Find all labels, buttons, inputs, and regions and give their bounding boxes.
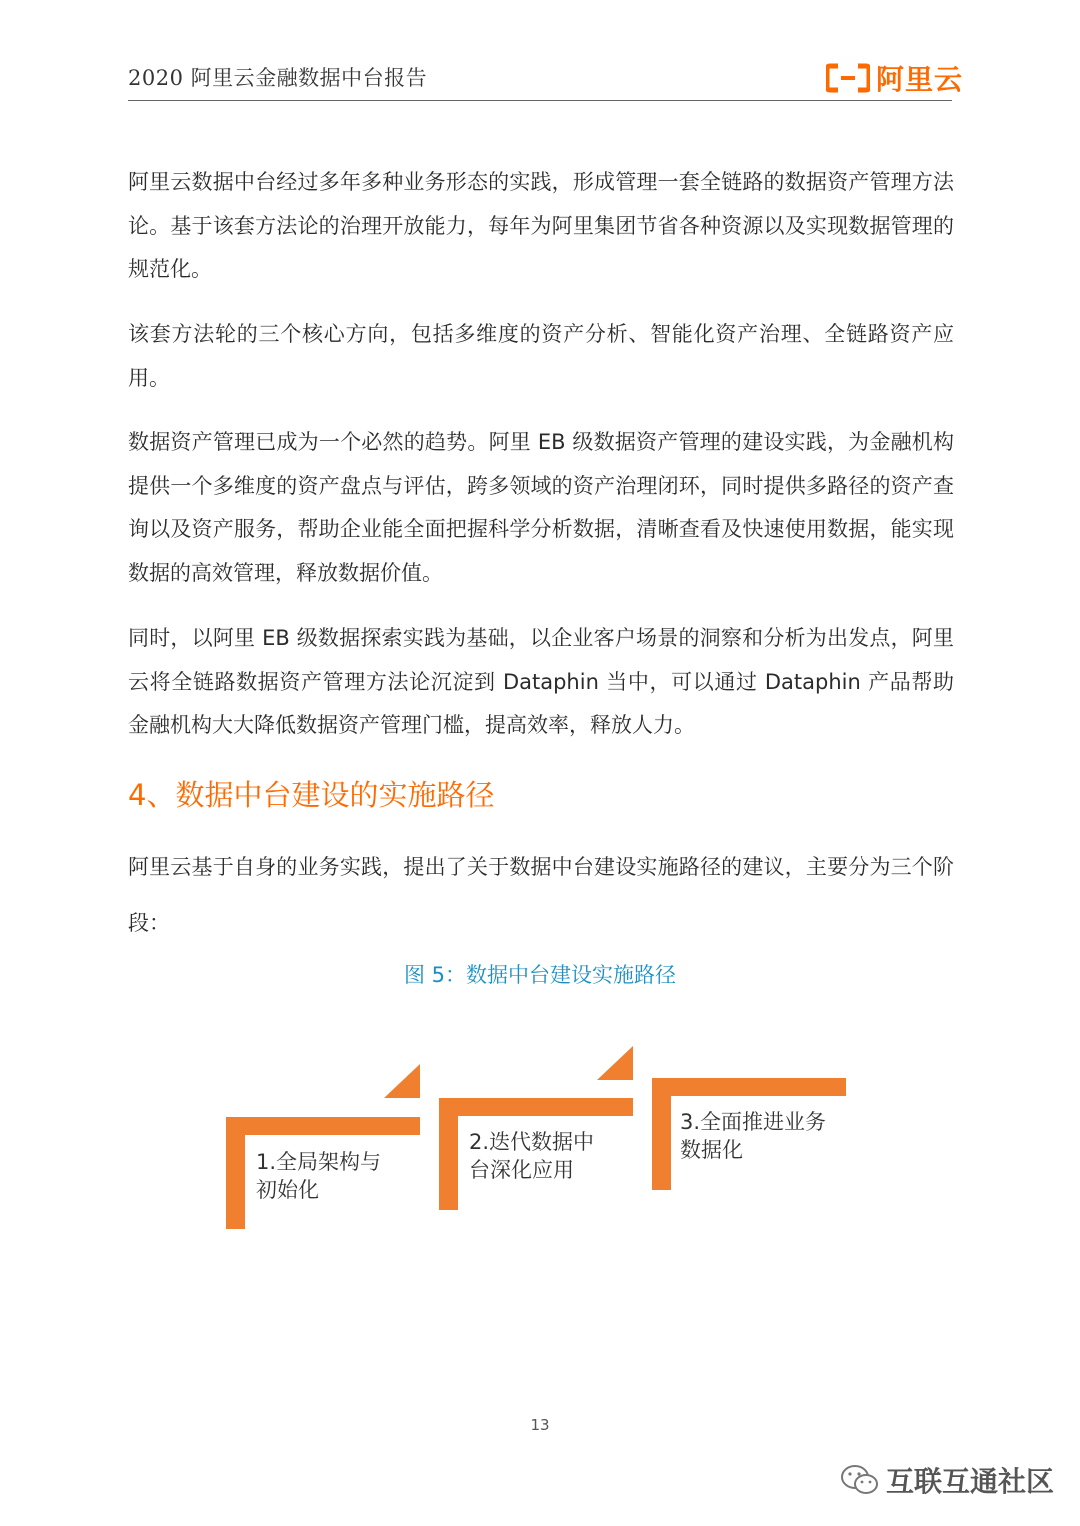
logo-text: 阿里云 <box>876 63 964 96</box>
paragraph-3: 数据资产管理已成为一个必然的趋势。阿里 EB 级数据资产管理的建设实践，为金融机构提供一个多维度的资产盘点与评估，跨多领域的资产治理闭环，同时提供多路径的资产查询以及资产服务，帮助企业能全面把握科学分析数据，清晰查看及快速使用数据，能实现数据的高效管理，释放数据价值。 <box>128 430 954 585</box>
stage-1-label: 1.全局架构与 初始化 <box>256 1150 382 1202</box>
watermark <box>840 1460 1054 1500</box>
stage-1-shape <box>226 1064 420 1229</box>
aliyun-logo <box>826 58 963 98</box>
wechat-icon <box>840 1463 880 1497</box>
figure-caption: 图 5：数据中台建设实施路径 <box>403 963 677 987</box>
header-divider <box>128 100 952 101</box>
aliyun-logo-icon <box>826 63 870 93</box>
stage-3-label: 3.全面推进业务 数据化 <box>680 1110 827 1162</box>
paragraph-4: 同时，以阿里 EB 级数据探索实践为基础，以企业客户场景的洞察和分析为出发点，阿里云将全链路数据资产管理方法论沉淀到 Dataphin 当中，可以通过 Dataphin 产品帮助金融机构大大降低数据资产管理门槛，提高效率，释放人力。 <box>128 626 954 737</box>
watermark-text: 互联互通社区 <box>886 1465 1055 1498</box>
paragraph-1: 阿里云数据中台经过多年多种业务形态的实践，形成管理一套全链路的数据资产管理方法论。基于该套方法论的治理开放能力，每年为阿里集团节省各种资源以及实现数据管理的规范化。 <box>128 170 954 281</box>
section-intro: 阿里云基于自身的业务实践，提出了关于数据中台建设实施路径的建议，主要分为三个阶段： <box>128 855 954 935</box>
section-heading: 4、数据中台建设的实施路径 <box>128 778 495 812</box>
stage-2-label: 2.迭代数据中 台深化应用 <box>469 1130 595 1182</box>
report-title: 2020 阿里云金融数据中台报告 <box>128 66 428 90</box>
paragraph-2: 该套方法轮的三个核心方向，包括多维度的资产分析、智能化资产治理、全链路资产应用。 <box>128 322 954 390</box>
page-number: 13 <box>530 1416 550 1434</box>
